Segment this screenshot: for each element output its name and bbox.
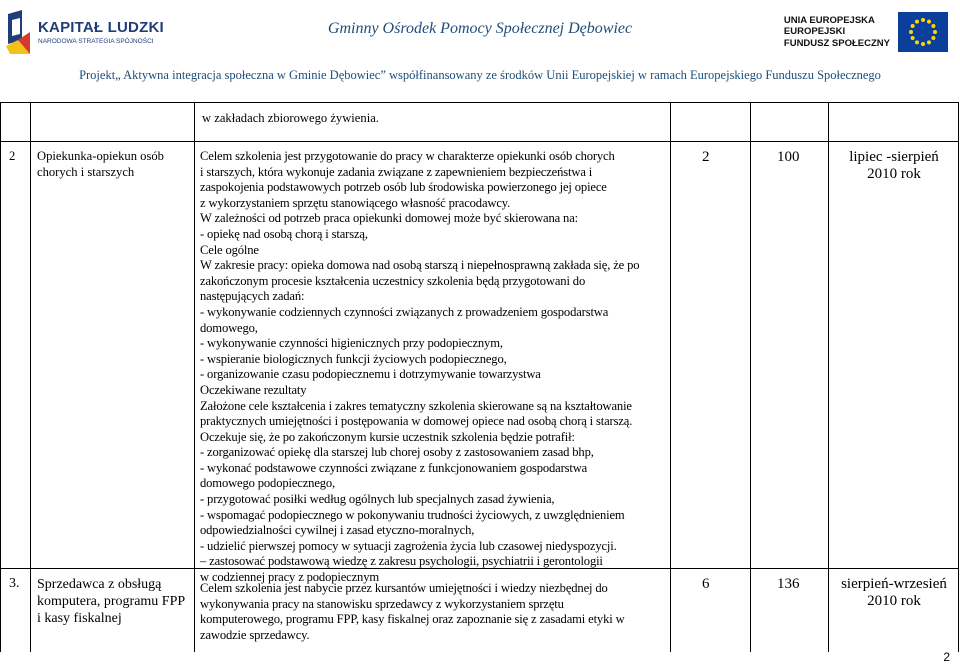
hours-count: 136 — [777, 576, 800, 592]
description-line: zaspokojenia podstawowych potrzeb osób lub środowiska powierzonego jej opiece — [200, 180, 607, 195]
course-name — [37, 149, 189, 180]
description-line: Celem szkolenia jest nabycie przez kursantów umiejętności i wiedzy niezbędnej do — [200, 581, 608, 595]
project-statement: Projekt„ Aktywna integracja społeczna w Gminie Dębowiec” współfinansowany ze środków Unii Europejskiej w ramach Europejskiego Funduszu Społecznego — [79, 68, 881, 82]
table-border-top — [0, 102, 959, 103]
description-line: w codziennej pracy z podopiecznym — [200, 570, 379, 585]
participant-count: 6 — [702, 576, 710, 592]
page-header — [0, 0, 960, 90]
participant-count: 2 — [702, 149, 710, 165]
description-line: - udzielić pierwszej pomocy w sytuacji zagrożenia życia lub czasowej niedyspozycji. — [200, 538, 617, 553]
eu-logo-line2: EUROPEJSKI — [783, 26, 846, 38]
eu-logo — [784, 12, 948, 52]
description-line: Założone cele kształcenia i zakres tematyczny szkolenia skierowane są na kształtowanie — [200, 398, 632, 413]
row-number: 2 — [9, 149, 16, 163]
description-line: praktycznych umiejętności i postępowania w domowej opiece nad osobą chorą i starszą. — [200, 414, 633, 429]
description-line: Oczekuje się, że po zakończonym kursie uczestnik szkolenia będzie potrafił: — [200, 429, 575, 444]
course-term — [830, 149, 958, 183]
description-line: - wspomagać podopiecznego w pokonywaniu trudności życiowych, z uwzględnieniem — [200, 507, 625, 522]
description-line: Oczekiwane rezultaty — [200, 382, 307, 397]
description-line: domowego, — [200, 320, 258, 335]
hours-count: 100 — [777, 149, 800, 165]
course-description — [200, 149, 670, 586]
page-number: 2 — [943, 650, 950, 664]
description-line: - wykonać podstawowe czynności związane z funkcjonowaniem gospodarstwa — [200, 460, 588, 475]
course-name-line: Opiekunka-opiekun osób — [37, 149, 164, 163]
term-line: lipiec -sierpień — [849, 149, 939, 165]
organization-title: Gminny Ośrodek Pomocy Społecznej Dębowiec — [327, 20, 633, 37]
term-line: 2010 rok — [867, 593, 921, 609]
table-border-left — [0, 102, 1, 652]
column-divider — [750, 102, 751, 652]
description-line: - opiekę nad osobą chorą i starszą, — [200, 226, 368, 241]
kapital-ludzki-subtitle: NARODOWA STRATEGIA SPÓJNOŚCI — [38, 38, 154, 45]
kapital-ludzki-title: KAPITAŁ LUDZKI — [38, 19, 164, 36]
course-name — [37, 576, 195, 627]
course-term — [830, 576, 958, 610]
column-divider — [194, 102, 195, 652]
course-name-line: chorych i starszych — [37, 164, 135, 179]
description-line: domowego podopiecznego, — [200, 476, 336, 491]
description-line: - wykonywanie codziennych czynności związanych z prowadzeniem gospodarstwa — [200, 304, 609, 319]
row-number: 3. — [9, 576, 20, 591]
course-description — [200, 581, 670, 643]
term-line: sierpień-wrzesień — [841, 576, 947, 592]
term-line: 2010 rok — [867, 166, 921, 182]
description-line: z wykorzystaniem sprzętu stanowiącego własność pracodawcy. — [200, 195, 511, 210]
row-divider — [0, 141, 959, 142]
eu-logo-line1: UNIA EUROPEJSKA — [783, 14, 875, 26]
description-line: - wspieranie biologicznych funkcji życiowych podopiecznego, — [200, 351, 507, 366]
description-line: komputerowego, programu FPP, kasy fiskalnej oraz zapoznanie się z zasadami etyki w — [200, 612, 625, 627]
description-line: - wykonywanie czynności higienicznych przy podopiecznym, — [200, 336, 503, 351]
column-divider — [30, 102, 31, 652]
description-line: następujących zadań: — [200, 289, 305, 304]
description-line: odpowiedzialności cywilnej i zasad etyczno-moralnych, — [200, 523, 475, 538]
table-border-right — [958, 102, 959, 652]
description-line: – zastosować podstawową wiedzę z zakresu psychologii, psychiatrii i gerontologii — [200, 554, 603, 569]
continuation-text: w zakładach zbiorowego żywienia. — [202, 111, 379, 125]
description-line: i starszych, która wykonuje zadania związane z zapewnieniem bezpieczeństwa i — [200, 164, 593, 179]
description-line: wykonywania pracy na stanowisku sprzedawcy z wykorzystaniem sprzętu — [200, 596, 564, 611]
description-line: - przygotować posiłki według ogólnych lub specjalnych zasad żywienia, — [200, 492, 555, 507]
column-divider — [828, 102, 829, 652]
training-table — [0, 102, 960, 652]
description-line: - organizowanie czasu podopiecznemu i dotrzymywanie towarzystwa — [200, 367, 541, 382]
course-name-line: komputera, programu FPP — [37, 594, 186, 609]
eu-logo-line3: FUNDUSZ SPOŁECZNY — [783, 37, 890, 49]
description-line: W zależności od potrzeb praca opiekunki domowej może być skierowana na: — [200, 211, 578, 226]
description-line: zawodzie sprzedawcy. — [200, 627, 310, 642]
course-name-line: i kasy fiskalnej — [37, 611, 122, 626]
description-line: zakończonym procesie kształcenia uczestnicy szkolenia będą przygotowani do — [200, 273, 586, 288]
description-line: Celem szkolenia jest przygotowanie do pracy w charakterze opiekunki osób chorych — [200, 149, 615, 163]
description-line: W zakresie pracy: opieka domowa nad osobą starszą i niepełnosprawną zakłada się, że po — [200, 258, 640, 273]
column-divider — [670, 102, 671, 652]
eu-flag-icon — [898, 12, 948, 52]
description-line: Cele ogólne — [200, 242, 259, 257]
description-line: - zorganizować opiekę dla starszej lub chorej osoby z zastosowaniem zasad bhp, — [200, 445, 594, 460]
course-name-line: Sprzedawca z obsługą — [37, 577, 162, 592]
